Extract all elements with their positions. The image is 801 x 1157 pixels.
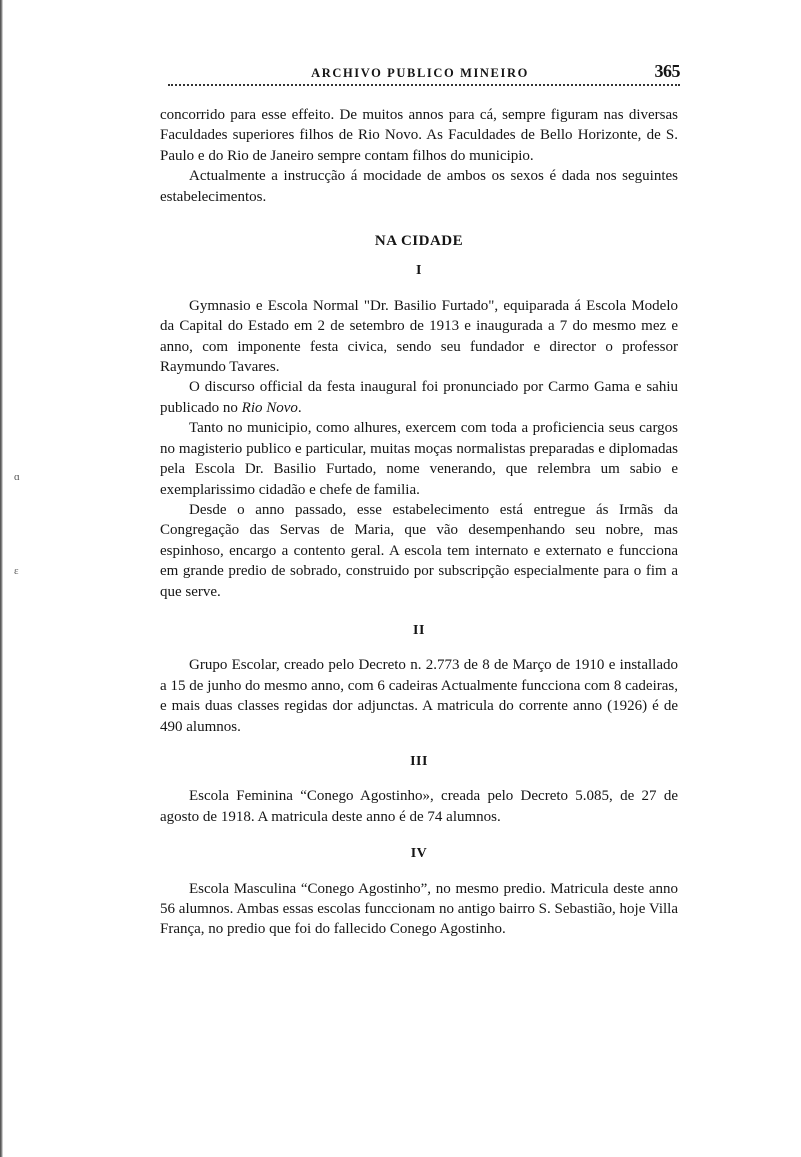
running-head: ARCHIVO PUBLICO MINEIRO — [311, 66, 529, 80]
page-header — [160, 60, 680, 90]
page-number: 365 — [654, 61, 680, 81]
section-number: I — [416, 263, 422, 279]
intro-paragraph: concorrido para esse effeito. De muitos annos para cá, sempre figuram nas diversas Faculdades superiores filhos de Rio Novo. As Faculdades de Bello Horizonte, de S. Paulo e do Rio de Janeiro sempre contam filhos do municipio. — [160, 107, 678, 164]
italic-title: Rio Novo — [241, 399, 298, 416]
section-paragraph: Escola Feminina “Conego Agostinho», creada pelo Decreto 5.085, de 27 de agosto de 1918. A matricula deste anno é de 74 alumnos. — [160, 788, 678, 825]
section-paragraph — [160, 377, 678, 418]
header-rule — [168, 84, 680, 86]
section-number: II — [413, 622, 425, 638]
paragraph-text: O discurso official da festa inaugural foi pronunciado por Carmo Gama e sahiu publicado no — [160, 379, 678, 416]
section-number: III — [410, 753, 428, 769]
section-paragraph: Escola Masculina “Conego Agostinho”, no mesmo predio. Matricula deste anno 56 alumnos. Ambas essas escolas funccionam no antigo bairro S. Sebastião, hoje Villa França, no predio que foi do fallecido Conego Agostinho. — [160, 880, 678, 938]
punctuation: . — [297, 399, 302, 416]
margin-mark: ɑ — [14, 471, 20, 483]
main-heading: NA CIDADE — [374, 233, 464, 250]
section-paragraph: Desde o anno passado, esse estabelecimento está entregue ás Irmãs da Congregação das Servas de Maria, que vão desempenhando seu nobre, mas espinhoso, encargo a contento geral. A escola tem internato e externato e funcciona em grande predio de sobrado, construido por subscripção especialmente para o fim a que serve. — [160, 501, 678, 600]
section-paragraph: Gymnasio e Escola Normal "Dr. Basilio Furtado", equiparada á Escola Modelo da Capital do Estado em 2 de setembro de 1913 e inaugurada a 7 do mesmo mez e anno, com imponente festa civica, sendo seu fundador e director o professor Raymundo Tavares. — [160, 297, 678, 376]
section-paragraph: Tanto no municipio, como alhures, exercem com toda a proficiencia seus cargos no magisterio publico e particular, muitas moças normalistas preparadas e diplomadas pela Escola Dr. Basilio Furtado, nome venerando, que relembra um sabio e exemplarissimo cidadão e chefe de familia. — [160, 420, 678, 498]
page-body — [160, 105, 678, 940]
intro-paragraph: Actualmente a instrucção á mocidade de ambos os sexos é dada nos seguintes estabelecimentos. — [160, 168, 678, 205]
section-paragraph: Grupo Escolar, creado pelo Decreto n. 2.773 de 8 de Março de 1910 e installado a 15 de junho do mesmo anno, com 6 cadeiras Actualmente funcciona com 8 cadeiras, e mais duas classes regidas dor adjunctas. A matricula do corrente anno (1926) é de 490 alumnos. — [160, 657, 678, 735]
margin-mark: ε — [14, 565, 19, 577]
section-number: IV — [410, 846, 428, 862]
page-binding-edge — [0, 0, 3, 1157]
